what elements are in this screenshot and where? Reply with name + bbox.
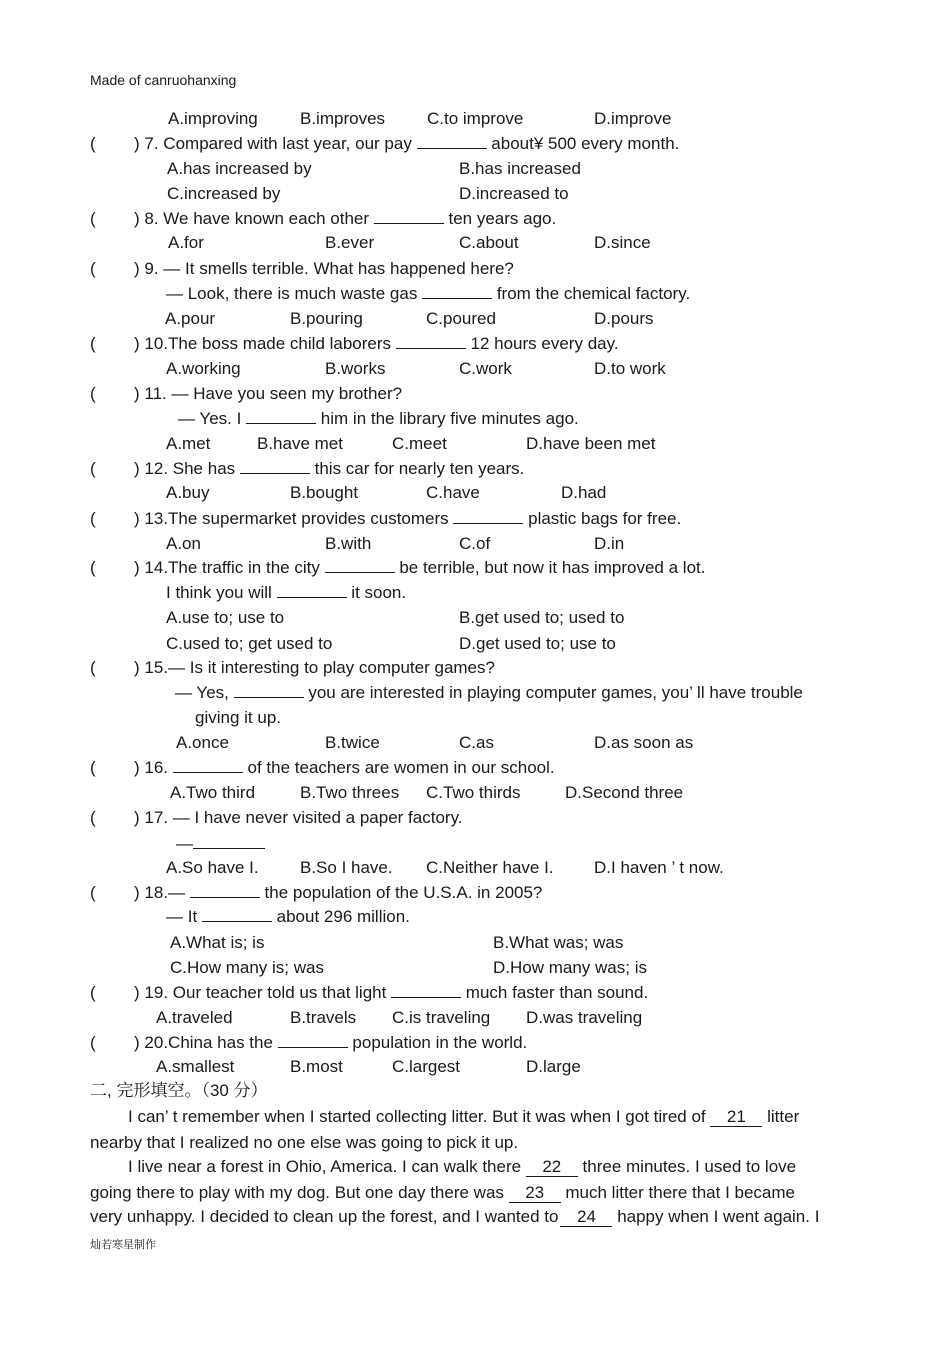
question-9-stem: ) 9. — It smells terrible. What has happened here? [134, 259, 514, 278]
question-19-stem: ) 19. Our teacher told us that light much faster than sound. [134, 983, 649, 1002]
question-15-line3: giving it up. [195, 708, 281, 727]
question-8-stem: ) 8. We have known each other ten years ago. [134, 209, 557, 228]
question-15-line2: — Yes, you are interested in playing computer games, you’ ll have trouble [175, 683, 803, 702]
q13-option-a: A.on [166, 534, 201, 553]
question-14-stem: ) 14.The traffic in the city be terrible, but now it has improved a lot. [134, 558, 706, 577]
question-18-line2: — It about 296 million. [166, 907, 410, 926]
cloze-line-2: nearby that I realized no one else was going to pick it up. [90, 1133, 519, 1152]
page-header: Made of canruohanxing [90, 72, 237, 88]
q7-option-d: D.increased to [459, 184, 569, 203]
answer-paren: ( [90, 459, 96, 478]
q18-option-c: C.How many is; was [170, 958, 324, 977]
page-footer: 灿若寒星制作 [90, 1239, 156, 1251]
cloze-blank-23: 23 [509, 1184, 561, 1203]
q16-option-c: C.Two thirds [426, 783, 521, 802]
question-10-stem: ) 10.The boss made child laborers 12 hours every day. [134, 334, 619, 353]
q7-option-b: B.has increased [459, 159, 581, 178]
question-15-stem: ) 15.— Is it interesting to play computer games? [134, 658, 495, 677]
q16-option-d: D.Second three [565, 783, 684, 802]
question-17-line2: — [176, 834, 265, 854]
q20-option-b: B.most [290, 1057, 343, 1076]
answer-paren: ( [90, 658, 96, 677]
question-11-stem: ) 11. — Have you seen my brother? [134, 384, 403, 403]
q10-option-d: D.to work [594, 359, 666, 378]
q12-option-b: B.bought [290, 483, 359, 502]
q17-option-c: C.Neither have I. [426, 858, 554, 877]
q17-option-a: A.So have I. [166, 858, 259, 877]
q16-option-a: A.Two third [170, 783, 256, 802]
q15-option-b: B.twice [325, 733, 380, 752]
answer-paren: ( [90, 983, 96, 1002]
question-11-line2: — Yes. I him in the library five minutes ago. [178, 409, 579, 428]
question-18-stem: ) 18.— the population of the U.S.A. in 2005? [134, 883, 543, 902]
q8-option-c: C.about [459, 233, 519, 252]
q7-option-a: A.has increased by [167, 159, 312, 178]
q17-option-d: D.I haven ’ t now. [594, 858, 724, 877]
q15-option-c: C.as [459, 733, 494, 752]
q8-option-b: B.ever [325, 233, 375, 252]
q10-option-a: A.working [166, 359, 241, 378]
q19-option-d: D.was traveling [526, 1008, 643, 1027]
question-13-stem: ) 13.The supermarket provides customers plastic bags for free. [134, 509, 682, 528]
q15-option-a: A.once [176, 733, 229, 752]
q20-option-c: C.largest [392, 1057, 461, 1076]
cloze-line-5: very unhappy. I decided to clean up the forest, and I wanted to 24 happy when I went again. I [90, 1207, 820, 1226]
question-17-stem: ) 17. — I have never visited a paper factory. [134, 808, 463, 827]
question-9-line2: — Look, there is much waste gas from the chemical factory. [166, 284, 691, 303]
q6-option-d: D.improve [594, 109, 672, 128]
q13-option-b: B.with [325, 534, 372, 553]
answer-paren: ( [90, 259, 96, 278]
q9-option-c: C.poured [426, 309, 496, 328]
q12-option-a: A.buy [166, 483, 210, 502]
cloze-line-4: going there to play with my dog. But one day there was 23 much litter there that I became [90, 1183, 795, 1202]
q20-option-a: A.smallest [156, 1057, 235, 1076]
q12-option-c: C.have [426, 483, 480, 502]
answer-paren: ( [90, 1033, 96, 1052]
q10-option-b: B.works [325, 359, 386, 378]
q9-option-b: B.pouring [290, 309, 363, 328]
cloze-blank-21: 21 [710, 1108, 762, 1127]
q9-option-d: D.pours [594, 309, 654, 328]
q18-option-a: A.What is; is [170, 933, 265, 952]
q15-option-d: D.as soon as [594, 733, 694, 752]
answer-paren: ( [90, 558, 96, 577]
q17-option-b: B.So I have. [300, 858, 393, 877]
q19-option-c: C.is traveling [392, 1008, 491, 1027]
cloze-blank-22: 22 [526, 1158, 578, 1177]
q10-option-c: C.work [459, 359, 512, 378]
answer-paren: ( [90, 758, 96, 777]
answer-paren: ( [90, 509, 96, 528]
q11-option-a: A.met [166, 434, 211, 453]
q14-option-c: C.used to; get used to [166, 634, 333, 653]
q19-option-b: B.travels [290, 1008, 357, 1027]
q14-option-b: B.get used to; used to [459, 608, 625, 627]
q6-option-b: B.improves [300, 109, 386, 128]
question-16-stem: ) 16. of the teachers are women in our school. [134, 758, 555, 777]
q8-option-a: A.for [168, 233, 204, 252]
question-7-stem: ) 7. Compared with last year, our pay about¥ 500 every month. [134, 134, 680, 153]
q19-option-a: A.traveled [156, 1008, 233, 1027]
answer-paren: ( [90, 883, 96, 902]
answer-blank [417, 134, 487, 149]
answer-paren: ( [90, 384, 96, 403]
q6-option-a: A.improving [168, 109, 258, 128]
question-20-stem: ) 20.China has the population in the world. [134, 1033, 528, 1052]
q16-option-b: B.Two threes [300, 783, 400, 802]
answer-paren: ( [90, 808, 96, 827]
answer-paren: ( [90, 209, 96, 228]
q8-option-d: D.since [594, 233, 651, 252]
answer-paren: ( [90, 134, 96, 153]
q7-option-c: C.increased by [167, 184, 281, 203]
q9-option-a: A.pour [165, 309, 216, 328]
q11-option-d: D.have been met [526, 434, 656, 453]
answer-paren: ( [90, 334, 96, 353]
question-14-line2: I think you will it soon. [166, 583, 407, 602]
cloze-line-1: I can’ t remember when I started collecting litter. But it was when I got tired of 21 litter [128, 1107, 800, 1126]
q11-option-b: B.have met [257, 434, 343, 453]
cloze-line-3: I live near a forest in Ohio, America. I can walk there 22 three minutes. I used to love [128, 1157, 797, 1176]
q11-option-c: C.meet [392, 434, 447, 453]
q6-option-c: C.to improve [427, 109, 524, 128]
q18-option-d: D.How many was; is [493, 958, 647, 977]
question-7 [90, 134, 96, 154]
section-2-title: 二, 完形填空。（30 分） [90, 1081, 268, 1100]
cloze-blank-24: 24 [560, 1208, 612, 1227]
q14-option-a: A.use to; use to [166, 608, 285, 627]
q14-option-d: D.get used to; use to [459, 634, 616, 653]
q12-option-d: D.had [561, 483, 607, 502]
q13-option-d: D.in [594, 534, 625, 553]
question-12-stem: ) 12. She has this car for nearly ten years. [134, 459, 525, 478]
q18-option-b: B.What was; was [493, 933, 624, 952]
q13-option-c: C.of [459, 534, 491, 553]
q20-option-d: D.large [526, 1057, 581, 1076]
